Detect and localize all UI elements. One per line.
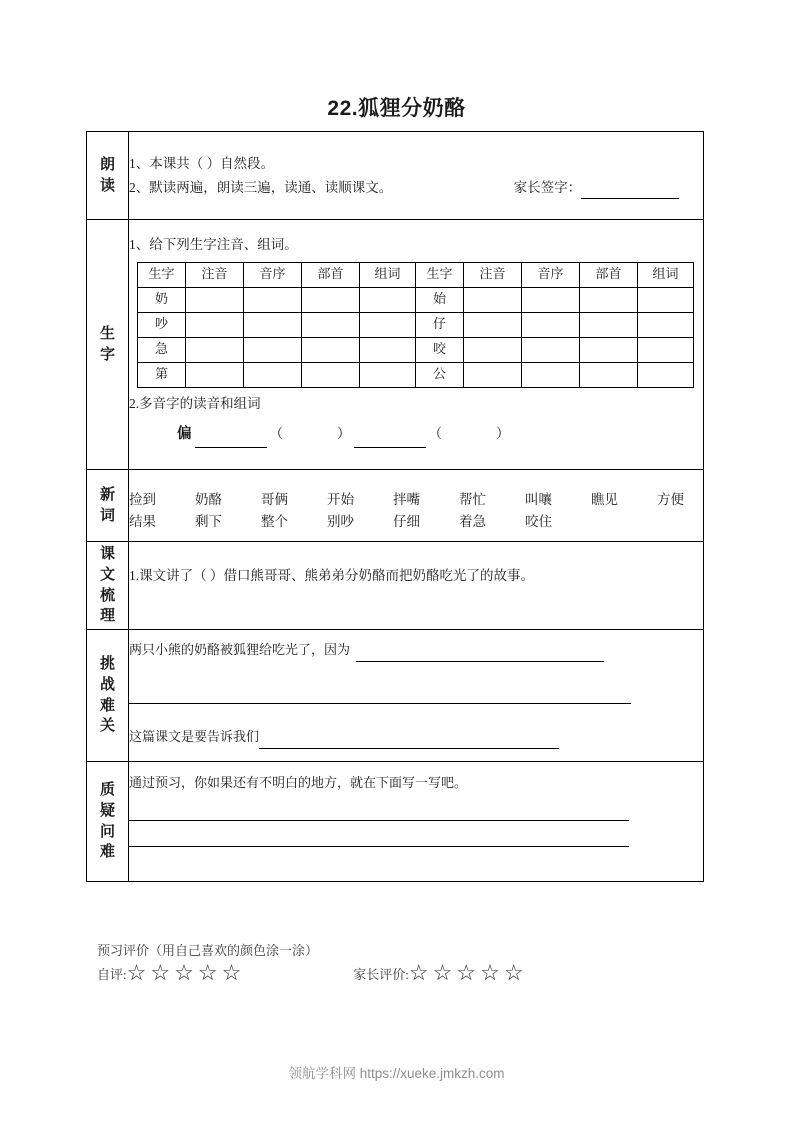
- answer-cell[interactable]: [360, 312, 416, 337]
- row-label-char: 疑: [99, 801, 115, 819]
- word-item: 拌嘴: [393, 491, 420, 507]
- evaluation-rows: [97, 962, 528, 984]
- char-cell: 咬: [416, 337, 464, 362]
- answer-cell[interactable]: [186, 337, 244, 362]
- row-label-textreview: [87, 542, 129, 630]
- textreview-content: [129, 542, 704, 630]
- row-label-char: 关: [99, 717, 115, 735]
- word-item: 方便: [657, 491, 684, 507]
- answer-cell[interactable]: [186, 362, 244, 387]
- row-label-char: 战: [99, 675, 115, 693]
- answer-cell[interactable]: [360, 362, 416, 387]
- row-label-char: 问: [99, 822, 115, 840]
- col-header: 音序: [522, 262, 580, 287]
- parent-evaluation: [353, 962, 527, 984]
- paren-close: ）: [496, 426, 510, 442]
- word-item: 别吵: [327, 513, 354, 529]
- col-header: 部首: [580, 262, 638, 287]
- row-label-char: 课: [99, 545, 115, 563]
- footer-watermark: 领航学科网 https://xueke.jmkzh.com: [288, 1066, 505, 1081]
- row-label-reading: [87, 132, 129, 220]
- row-label-char: 生: [99, 324, 115, 342]
- word-item: 咬住: [525, 513, 552, 529]
- answer-cell[interactable]: [580, 312, 638, 337]
- page-title: 22.狐狸分奶酪: [327, 97, 466, 120]
- answer-cell[interactable]: [638, 287, 694, 312]
- answer-cell[interactable]: [302, 287, 360, 312]
- table-row-newwords: [87, 470, 704, 542]
- answer-cell[interactable]: [360, 337, 416, 362]
- word-item: 奶酪: [195, 491, 222, 507]
- worksheet-table: [86, 131, 704, 882]
- col-header: 注音: [186, 262, 244, 287]
- answer-cell[interactable]: [244, 337, 302, 362]
- answer-cell[interactable]: [522, 337, 580, 362]
- row-label-char: 新: [99, 485, 115, 503]
- answer-cell[interactable]: [638, 337, 694, 362]
- evaluation-title: 预习评价（用自己喜欢的颜色涂一涂）: [97, 943, 319, 958]
- answer-cell[interactable]: [186, 312, 244, 337]
- answer-cell[interactable]: [638, 312, 694, 337]
- paren-open: （: [269, 426, 283, 442]
- answer-cell[interactable]: [464, 312, 522, 337]
- answer-cell[interactable]: [638, 362, 694, 387]
- polyphonic-pinyin-blank-2[interactable]: [354, 435, 426, 448]
- table-row: [138, 337, 694, 362]
- row-label-char: 朗: [99, 155, 115, 173]
- table-row: [138, 362, 694, 387]
- questions-content: [129, 762, 704, 882]
- answer-cell[interactable]: [522, 312, 580, 337]
- star-icon[interactable]: ☆: [150, 960, 171, 985]
- polyphonic-exercise: [129, 422, 703, 447]
- row-label-questions: [87, 762, 129, 882]
- table-row-reading: [87, 132, 704, 220]
- word-item: 着急: [459, 513, 486, 529]
- answer-cell[interactable]: [522, 287, 580, 312]
- answer-cell[interactable]: [302, 337, 360, 362]
- table-row-questions: [87, 762, 704, 882]
- table-row: [138, 287, 694, 312]
- signature-group: [514, 176, 680, 200]
- evaluation-section: [97, 940, 528, 984]
- row-label-char: 梳: [99, 586, 115, 604]
- char-cell: 奶: [138, 287, 186, 312]
- answer-cell[interactable]: [522, 362, 580, 387]
- answer-cell[interactable]: [302, 362, 360, 387]
- answer-cell[interactable]: [244, 312, 302, 337]
- challenge-answer-blank-3[interactable]: [259, 736, 559, 749]
- row-label-char: 理: [99, 607, 115, 625]
- polyphonic-char: 偏: [177, 426, 192, 443]
- word-item: 哥俩: [261, 491, 288, 507]
- textreview-question-1: 1.课文讲了（ ）借口熊哥哥、熊弟弟分奶酪而把奶酪吃光了的故事。: [129, 568, 534, 583]
- challenge-prompt-2: 这篇课文是要告诉我们: [129, 728, 260, 744]
- self-evaluation-stars[interactable]: [127, 962, 246, 984]
- polyphonic-pinyin-blank-1[interactable]: [195, 435, 267, 448]
- row-label-char: 质: [99, 781, 115, 799]
- answer-cell[interactable]: [360, 287, 416, 312]
- row-label-char: 文: [99, 565, 115, 583]
- row-label-char: 字: [99, 345, 115, 363]
- challenge-prompt-1: 两只小熊的奶酪被狐狸给吃光了，因为: [129, 642, 351, 657]
- row-label-newwords: [87, 470, 129, 542]
- answer-cell[interactable]: [244, 287, 302, 312]
- parent-evaluation-stars[interactable]: [409, 962, 528, 984]
- answer-cell[interactable]: [580, 337, 638, 362]
- word-item: 瞧见: [591, 491, 618, 507]
- questions-answer-blank-2[interactable]: [129, 821, 629, 847]
- col-header: 生字: [138, 262, 186, 287]
- char-cell: 第: [138, 362, 186, 387]
- parent-evaluation-label: 家长评价:: [353, 966, 409, 982]
- challenge-prompt-2-wrap: [129, 726, 703, 749]
- word-item: 帮忙: [459, 491, 486, 507]
- answer-cell[interactable]: [186, 287, 244, 312]
- questions-prompt: 通过预习，你如果还有不明白的地方，就在下面写一写吧。: [129, 775, 468, 790]
- newchars-grid: [137, 262, 694, 388]
- answer-cell[interactable]: [464, 362, 522, 387]
- challenge-content: [129, 630, 704, 762]
- char-cell: 吵: [138, 312, 186, 337]
- self-evaluation-label: 自评:: [97, 966, 127, 982]
- col-header: 注音: [464, 262, 522, 287]
- newwords-content: [129, 470, 704, 542]
- char-cell: 始: [416, 287, 464, 312]
- table-row: [138, 312, 694, 337]
- newchars-header-row: [138, 262, 694, 287]
- row-label-char: 难: [99, 696, 115, 714]
- answer-cell[interactable]: [464, 287, 522, 312]
- newwords-line-2: [129, 511, 703, 533]
- char-cell: 仔: [416, 312, 464, 337]
- newwords-line-1: [129, 489, 703, 511]
- row-label-newchars: [87, 220, 129, 470]
- self-evaluation: [97, 962, 245, 984]
- answer-cell[interactable]: [580, 287, 638, 312]
- col-header: 生字: [416, 262, 464, 287]
- reading-line-2: 2、默读两遍，朗读三遍，读通、读顺课文。: [129, 179, 393, 195]
- col-header: 组词: [638, 262, 694, 287]
- answer-cell[interactable]: [302, 312, 360, 337]
- row-label-char: 难: [99, 843, 115, 861]
- challenge-answer-blank-2[interactable]: [129, 662, 631, 704]
- row-label-char: 读: [99, 176, 115, 194]
- answer-cell[interactable]: [464, 337, 522, 362]
- star-icon[interactable]: ☆: [197, 960, 218, 985]
- newchars-question-1: 1、给下列生字注音、组词。: [129, 237, 298, 252]
- signature-label: 家长签字：: [513, 179, 582, 195]
- word-item: 叫嚷: [525, 491, 552, 507]
- questions-answer-blank-1[interactable]: [129, 795, 629, 821]
- answer-cell[interactable]: [244, 362, 302, 387]
- row-label-char: 挑: [99, 655, 115, 673]
- char-cell: 急: [138, 337, 186, 362]
- star-icon[interactable]: ☆: [408, 960, 429, 985]
- paren-close: ）: [337, 426, 351, 442]
- star-icon[interactable]: ☆: [126, 960, 147, 985]
- word-item: 开始: [327, 491, 354, 507]
- row-label-challenge: [87, 630, 129, 762]
- star-icon[interactable]: ☆: [174, 960, 194, 985]
- word-item: 仔细: [393, 513, 420, 529]
- row-label-char: 词: [99, 506, 115, 524]
- star-icon[interactable]: ☆: [432, 960, 453, 985]
- challenge-prompt-1-wrap: [129, 639, 703, 662]
- word-item: 整个: [261, 513, 288, 529]
- reading-content: [129, 132, 704, 220]
- paren-open: （: [428, 426, 442, 442]
- col-header: 组词: [360, 262, 416, 287]
- word-item: 剩下: [195, 513, 222, 529]
- star-icon[interactable]: ☆: [221, 960, 242, 985]
- word-item: 捡到: [129, 491, 156, 507]
- char-cell: 公: [416, 362, 464, 387]
- col-header: 部首: [302, 262, 360, 287]
- word-item: 结果: [129, 513, 156, 529]
- reading-line-2-wrap: [129, 176, 703, 200]
- star-icon[interactable]: ☆: [503, 960, 524, 985]
- table-row-textreview: [87, 542, 704, 630]
- challenge-answer-blank-1[interactable]: [356, 649, 604, 662]
- table-row-newchars: [87, 220, 704, 470]
- table-row-challenge: [87, 630, 704, 762]
- star-icon[interactable]: ☆: [480, 960, 500, 985]
- signature-blank[interactable]: [581, 186, 679, 199]
- reading-line-1: 1、本课共（ ）自然段。: [129, 155, 275, 171]
- answer-cell[interactable]: [580, 362, 638, 387]
- newchars-question-2: 2.多音字的读音和组词: [129, 395, 261, 411]
- newchars-content: [129, 220, 704, 470]
- star-icon[interactable]: ☆: [456, 960, 477, 985]
- col-header: 音序: [244, 262, 302, 287]
